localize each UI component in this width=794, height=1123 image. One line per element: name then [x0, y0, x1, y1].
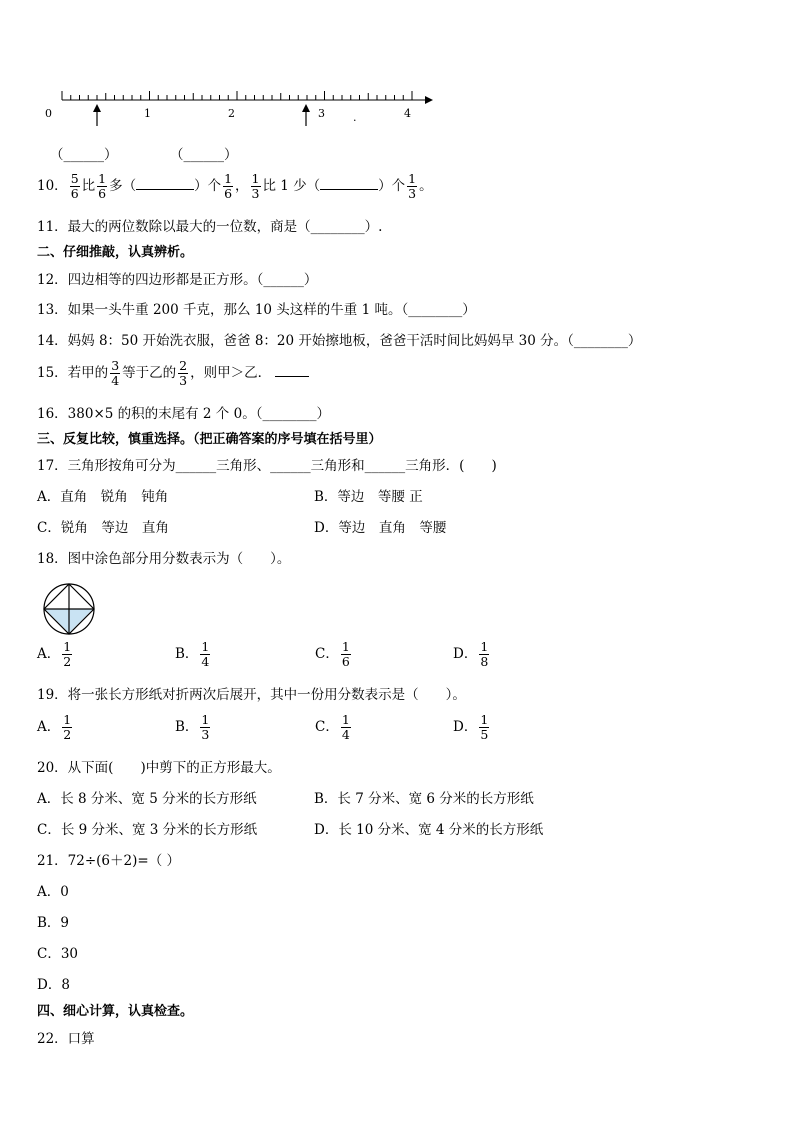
numberline-answer-left[interactable]: （______）: [50, 147, 118, 163]
q17-option-b[interactable]: B．等边 等腰 正: [314, 489, 423, 505]
fraction: $\frac{1}{6}$: [98, 171, 107, 201]
q18-option-b[interactable]: B． $\frac{1}{4}$: [175, 639, 210, 669]
q20-option-a[interactable]: A．长 8 分米、宽 5 分米的长方形纸: [37, 791, 257, 807]
fraction: $\frac{1}{3}$: [408, 171, 417, 201]
q21-option-a[interactable]: A．0: [37, 884, 69, 900]
question-17: 17．三角形按角可分为______三角形、______三角形和______三角形．( ): [37, 458, 497, 474]
q18-option-a[interactable]: A． $\frac{1}{2}$: [37, 639, 72, 669]
numberline-label-2: 2: [228, 107, 235, 120]
q19-option-d[interactable]: D． $\frac{1}{5}$: [453, 712, 489, 742]
numberline-label-4: 4: [404, 107, 411, 120]
q17-option-d[interactable]: D．等边 直角 等腰: [314, 520, 447, 536]
question-16: 16．380×5 的积的末尾有 2 个 0。（________）: [37, 406, 330, 422]
q19-option-a[interactable]: A． $\frac{1}{2}$: [37, 712, 72, 742]
fraction: $\frac{5}{6}$: [70, 171, 79, 201]
question-12: 12．四边相等的四边形都是正方形。（______）: [37, 272, 318, 288]
numberline-label-0: 0: [45, 107, 52, 120]
answer-blank[interactable]: [136, 189, 194, 190]
section-3-heading: 三、反复比较，慎重选择。（把正确答案的序号填在括号里）: [37, 432, 382, 447]
q21-option-c[interactable]: C．30: [37, 946, 79, 962]
q18-option-c[interactable]: C． $\frac{1}{6}$: [315, 639, 350, 669]
q21-option-d[interactable]: D．8: [37, 977, 70, 993]
circle-square-figure: [40, 580, 98, 638]
question-13: 13．如果一头牛重 200 千克，那么 10 头这样的牛重 1 吨。（________）: [37, 302, 476, 318]
question-19: 19．将一张长方形纸对折两次后展开，其中一份用分数表示是（ ）。: [37, 687, 466, 703]
numberline-answer-right[interactable]: （______）: [170, 147, 238, 163]
answer-blank[interactable]: [275, 376, 309, 377]
section-2-heading: 二、仔细推敲，认真辨析。: [37, 245, 194, 260]
question-18: 18．图中涂色部分用分数表示为（ ）。: [37, 551, 291, 567]
question-11: 11．最大的两位数除以最大的一位数，商是（________）.: [37, 219, 383, 235]
q18-option-d[interactable]: D． $\frac{1}{8}$: [453, 639, 489, 669]
q21-option-b[interactable]: B．9: [37, 915, 70, 931]
numberline-label-1: 1: [144, 107, 151, 120]
question-15: 15．若甲的 $\frac{3}{4}$ 等于乙的 $\frac{2}{3}$ ，则甲＞乙．: [37, 359, 309, 388]
q19-option-c[interactable]: C． $\frac{1}{4}$: [315, 712, 350, 742]
q19-option-b[interactable]: B． $\frac{1}{3}$: [175, 712, 210, 742]
question-21: 21．72÷(6＋2)=（ ）: [37, 853, 180, 869]
fraction: $\frac{2}{3}$: [179, 358, 188, 388]
question-10: 10． $\frac{5}{6}$ 比 $\frac{1}{6}$ 多（ ）个 $\frac{1}{6}$ ， $\frac{1}{3}$ 比 1 少（ ）个 $\frac{1}{3}$ 。: [37, 171, 433, 201]
q17-option-c[interactable]: C．锐角 等边 直角: [37, 520, 169, 536]
numberline-label-3: 3: [318, 107, 325, 120]
question-22: 22．口算: [37, 1031, 95, 1047]
fraction: $\frac{1}{6}$: [224, 171, 233, 201]
section-4-heading: 四、细心计算，认真检查。: [37, 1004, 194, 1019]
q20-option-d[interactable]: D．长 10 分米、宽 4 分米的长方形纸: [314, 822, 544, 838]
q17-option-a[interactable]: A．直角 锐角 钝角: [37, 489, 169, 505]
question-20: 20．从下面( )中剪下的正方形最大。: [37, 760, 281, 776]
number-line: [40, 88, 440, 128]
q20-option-c[interactable]: C．长 9 分米、宽 3 分米的长方形纸: [37, 822, 258, 838]
fraction: $\frac{1}{3}$: [251, 171, 260, 201]
q20-option-b[interactable]: B．长 7 分米、宽 6 分米的长方形纸: [314, 791, 534, 807]
fraction: $\frac{3}{4}$: [111, 358, 120, 388]
answer-blank[interactable]: [320, 189, 378, 190]
numberline-dot: .: [353, 111, 357, 124]
question-14: 14．妈妈 8：50 开始洗衣服，爸爸 8：20 开始擦地板，爸爸干活时间比妈妈早 30 分。（________）: [37, 333, 642, 349]
